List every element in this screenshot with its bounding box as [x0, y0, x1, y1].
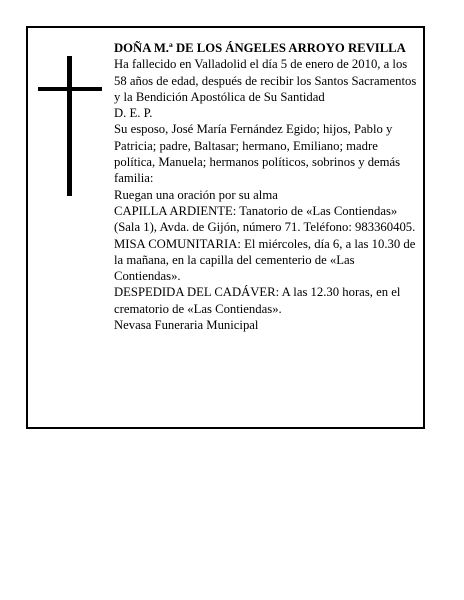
obituary-text — [114, 40, 422, 333]
death-announcement: Ha fallecido en Valladolid el día 5 de enero de 2010, a los 58 años de edad, después de recibir los Santos Sacramentos y la Bendición Apostólica de Su Santidad — [114, 57, 417, 104]
rest-in-peace: D. E. P. — [114, 106, 153, 121]
chapel-label: CAPILLA ARDIENTE: — [114, 203, 237, 218]
cross-vertical-bar — [67, 56, 72, 196]
farewell-info — [114, 284, 422, 317]
funeral-home: Nevasa Funeraria Municipal — [114, 318, 259, 333]
chapel-info — [114, 203, 422, 236]
deceased-name: DOÑA M.ª DE LOS ÁNGELES ARROYO REVILLA — [114, 41, 406, 55]
chapel-text: Tanatorio de «Las Contiendas» (Sala 1), Avda. de Gijón, número 71. Teléfono: 983360405. — [114, 203, 416, 235]
obituary-notice — [26, 26, 425, 429]
prayer-request: Ruegan una oración por su alma — [114, 187, 278, 202]
farewell-label: DESPEDIDA DEL CADÁVER: — [114, 285, 280, 300]
mass-text: El miércoles, día 6, a las 10.30 de la mañana, en la capilla del cementerio de «Las Contiendas». — [114, 236, 416, 284]
farewell-text: A las 12.30 horas, en el crematorio de «Las Contiendas». — [114, 285, 401, 316]
mass-info — [114, 236, 422, 285]
mass-label: MISA COMUNITARIA: — [114, 236, 241, 251]
cross-horizontal-bar — [38, 87, 102, 91]
family-list: Su esposo, José María Fernández Egido; hijos, Pablo y Patricia; padre, Baltasar; hermano, Emiliano; madre política, Manuela; hermanos políticos, sobrinos y demás familia: — [114, 122, 401, 186]
